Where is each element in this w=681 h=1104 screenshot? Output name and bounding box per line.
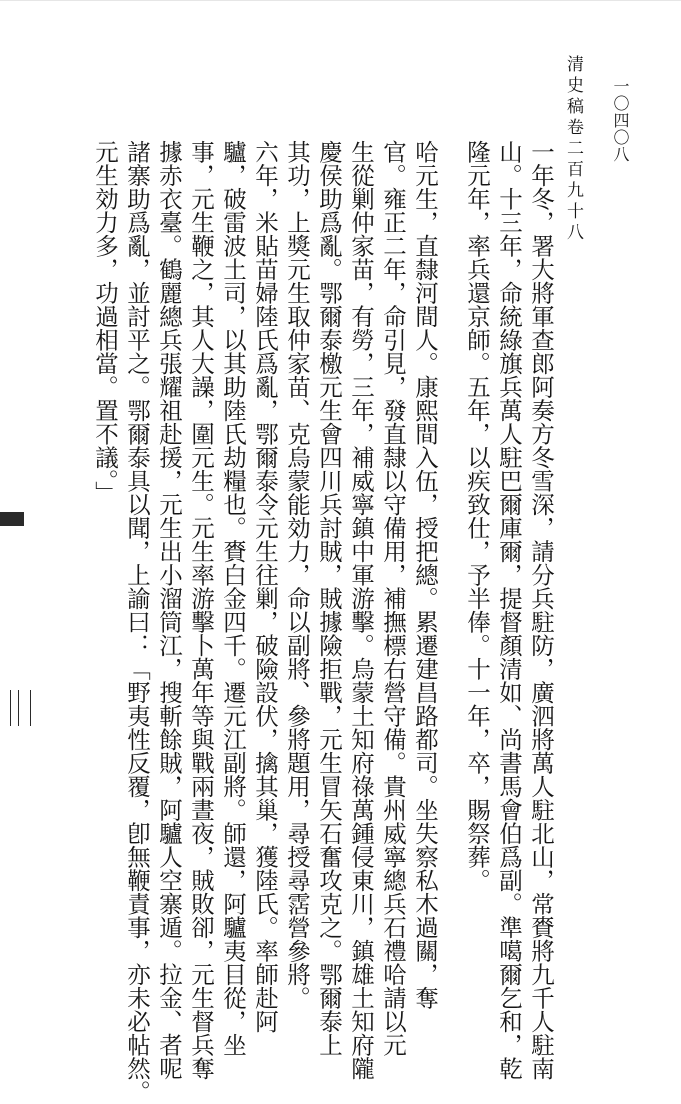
text-column-2: 山。十三年，命統綠旗兵萬人駐巴爾庫爾，提督顏清如、尚書馬會伯爲副。準噶爾乞和，乾	[495, 140, 523, 1080]
scan-edge-mark-4	[30, 690, 31, 726]
text-column-12: 據赤衣臺。鶴麗總兵張耀祖赴援，元生出小溜筒江，搜斬餘賊，阿驢人空寨遁。拉金、者呢	[155, 140, 183, 1080]
scan-top-border	[0, 0, 681, 1]
text-column-7: 慶侯助爲亂。鄂爾泰檄元生會四川兵討賊，賊據險拒戰，元生冒矢石奮攻克之。鄂爾泰上	[315, 140, 343, 1057]
scan-edge-mark-1	[0, 512, 24, 526]
text-column-1: 一年冬，署大將軍查郎阿奏方冬雪深，請分兵駐防，廣泗將萬人駐北山，常賚將九千人駐南	[527, 140, 555, 1080]
scan-edge-mark-3	[18, 690, 19, 726]
text-column-10: 驢，破雷波土司，以其助陸氏劫糧也。賚白金四千。遷元江副將。師還，阿驢夷目從，坐	[219, 140, 247, 1057]
text-column-3: 隆元年，率兵還京師。五年，以疾致仕，予半俸。十一年，卒，賜祭葬。	[463, 140, 491, 892]
running-header-title: 清史稿卷二百九十八	[563, 55, 583, 244]
text-column-5: 官。雍正二年，命引見，發直隸以守備用，補撫標右營守備。貴州威寧總兵石禮哈請以元	[379, 140, 407, 1057]
text-column-14: 元生効力多，功過相當。置不議。」	[91, 140, 119, 505]
text-column-9: 六年，米貼苗婦陸氏爲亂，鄂爾泰令元生往剿，破險設伏，擒其巢，獲陸氏。率師赴阿	[251, 140, 279, 1033]
text-column-11: 事，元生鞭之，其人大譟，圍元生。元生率游擊卜萬年等與戰兩晝夜，賊敗卻，元生督兵奪	[187, 140, 215, 1080]
text-column-4: 哈元生，直隸河間人。康熙間入伍，授把總。累遷建昌路都司。坐失察私木過關，奪	[411, 140, 439, 1010]
text-column-6: 生從剿仲家苗，有勞，三年，補威寧鎮中軍游擊。烏蒙土知府祿萬鍾侵東川，鎮雄土知府隴	[347, 140, 375, 1080]
scan-edge-mark-2	[10, 690, 11, 726]
text-column-8: 其功，上獎元生取仲家苗、克烏蒙能効力，命以副將、參將題用，尋授尋霑營參將。	[283, 140, 311, 1010]
page-number: 一〇四〇八	[611, 78, 630, 163]
text-column-13: 諸寨助爲亂，並討平之。鄂爾泰具以聞，上諭曰：「野夷性反覆，卽無鞭責事，亦未必帖然。	[123, 140, 151, 1104]
